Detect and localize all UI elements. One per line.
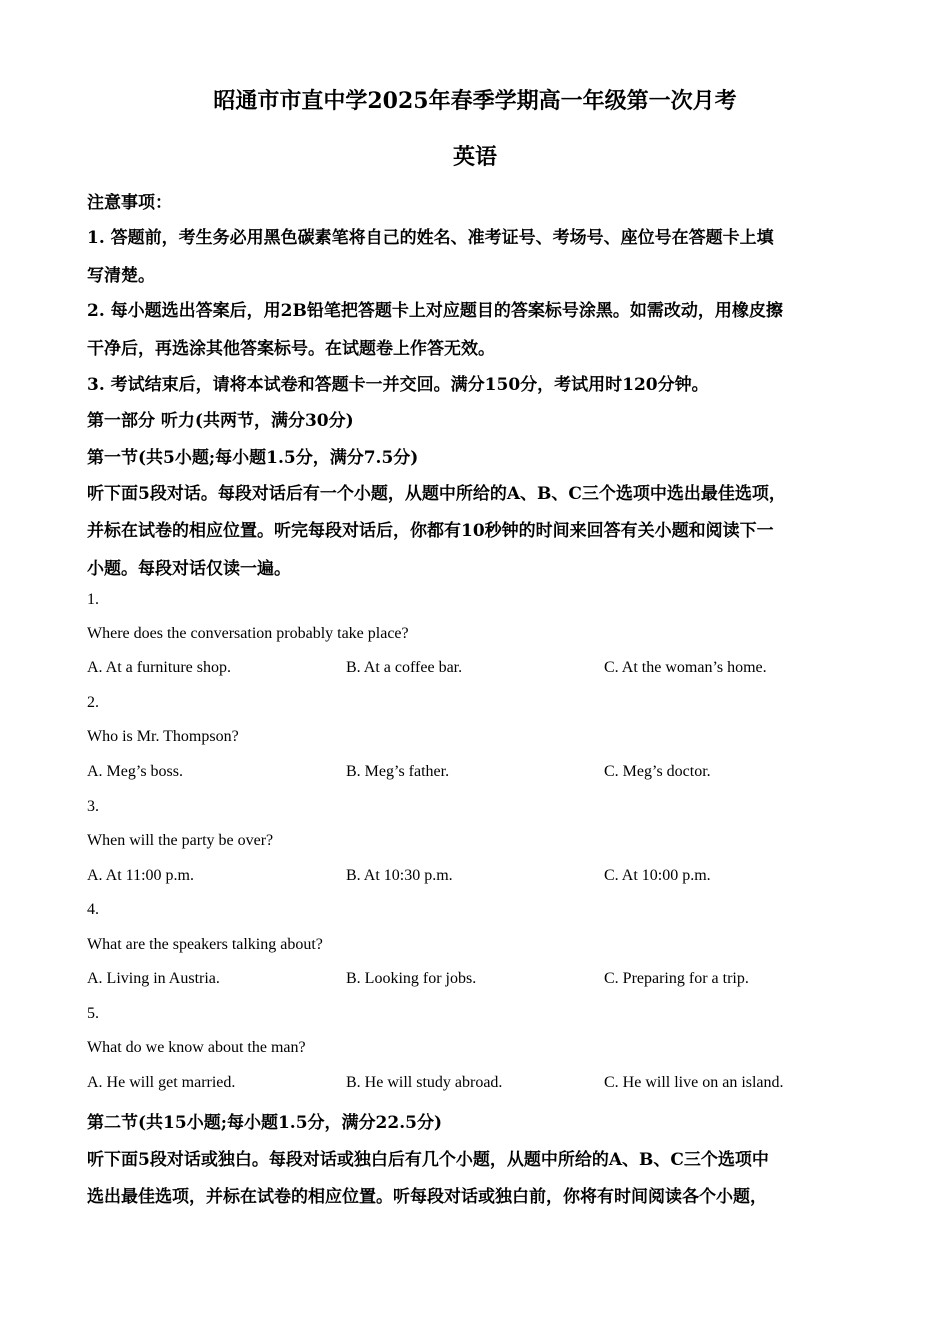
option-a: A. He will get married. [87, 1074, 236, 1091]
section1-instruction-line: 并标在试卷的相应位置。听完每段对话后，你都有10秒钟的时间来回答有关小题和阅读下一 [87, 521, 774, 541]
question-number: 2. [87, 694, 99, 711]
question-stem: What do we know about the man? [87, 1039, 306, 1056]
exam-title: 昭通市市直中学2025年春季学期高一年级第一次月考 [213, 88, 737, 114]
option-c: C. He will live on an island. [604, 1074, 784, 1091]
option-a: A. At a furniture shop. [87, 659, 231, 676]
option-b: B. Meg’s father. [346, 763, 450, 780]
question-stem: Who is Mr. Thompson? [87, 728, 239, 745]
note-3-line-1: 3. 考试结束后，请将本试卷和答题卡一并交回。满分150分，考试用时120分钟。 [87, 375, 709, 395]
question-stem: What are the speakers talking about? [87, 936, 323, 953]
section1-heading: 第一节(共5小题;每小题1.5分，满分7.5分) [87, 448, 419, 468]
option-b: B. He will study abroad. [346, 1074, 503, 1091]
section1-instruction-line: 听下面5段对话。每段对话后有一个小题，从题中所给的A、B、C三个选项中选出最佳选项， [87, 484, 786, 504]
section1-instruction-line: 小题。每段对话仅读一遍。 [87, 559, 291, 579]
question-number: 1. [87, 591, 99, 608]
question-stem: When will the party be over? [87, 832, 274, 849]
note-1-line-1: 1. 答题前，考生务必用黑色碳素笔将自己的姓名、准考证号、考场号、座位号在答题卡上填 [87, 228, 774, 248]
section2-instruction-line: 听下面5段对话或独白。每段对话或独白后有几个小题，从题中所给的A、B、C三个选项中 [87, 1150, 769, 1170]
note-2-line-1: 2. 每小题选出答案后，用2B铅笔把答题卡上对应题目的答案标号涂黑。如需改动，用橡皮擦 [87, 301, 783, 321]
option-a: A. Meg’s boss. [87, 763, 184, 780]
note-2-line-2: 干净后，再选涂其他答案标号。在试题卷上作答无效。 [87, 339, 495, 359]
question-number: 3. [87, 798, 99, 815]
option-c: C. Preparing for a trip. [604, 970, 749, 987]
option-b: B. At 10:30 p.m. [346, 867, 453, 884]
option-c: C. At 10:00 p.m. [604, 867, 711, 884]
question-number: 4. [87, 901, 99, 918]
option-a: A. At 11:00 p.m. [87, 867, 194, 884]
option-c: C. Meg’s doctor. [604, 763, 711, 780]
part1-heading: 第一部分 听力(共两节，满分30分) [87, 411, 354, 431]
subject-title: 英语 [452, 144, 497, 170]
option-c: C. At the woman’s home. [604, 659, 767, 676]
section2-instruction-line: 选出最佳选项，并标在试卷的相应位置。听每段对话或独白前，你将有时间阅读各个小题， [87, 1187, 767, 1207]
option-a: A. Living in Austria. [87, 970, 220, 987]
option-b: B. At a coffee bar. [346, 659, 463, 676]
question-stem: Where does the conversation probably take place? [87, 625, 409, 642]
question-number: 5. [87, 1005, 99, 1022]
notes-heading: 注意事项： [87, 193, 172, 213]
option-b: B. Looking for jobs. [346, 970, 477, 987]
section2-heading: 第二节(共15小题;每小题1.5分，满分22.5分) [87, 1113, 442, 1133]
note-1-line-2: 写清楚。 [87, 266, 155, 286]
